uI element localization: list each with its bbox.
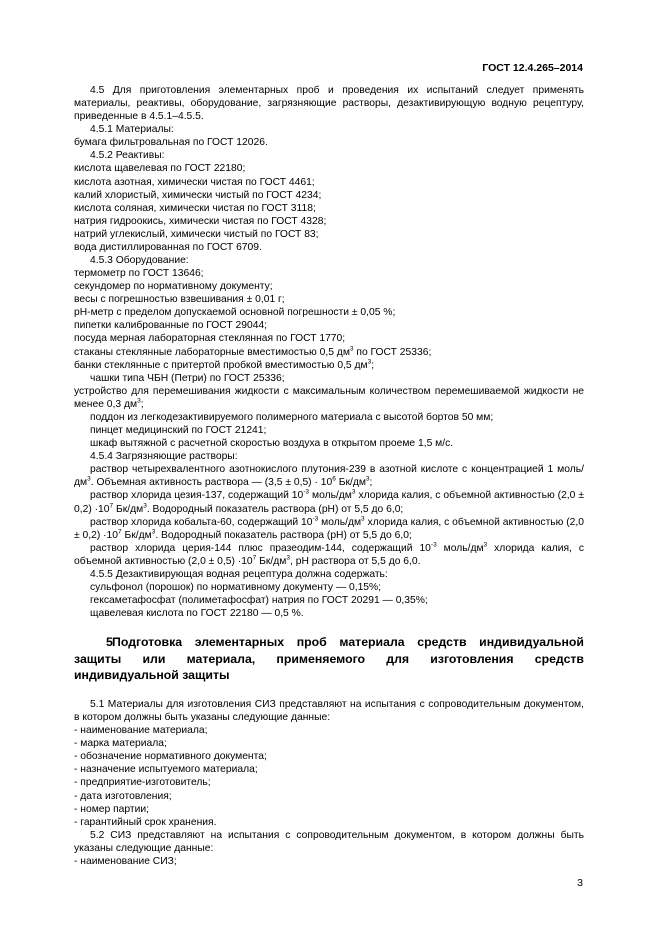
equipment-item-beakers: стаканы стеклянные лабораторные вместимостью 0,5 $дм^3$ по ГОСТ 25336; <box>74 345 432 358</box>
equipment-item: термометр по ГОСТ 13646; <box>74 268 204 280</box>
materials-item: бумага фильтровальная по ГОСТ 12026. <box>74 137 268 149</box>
list-item: - обозначение нормативного документа; <box>74 751 267 763</box>
decon-item: щавелевая кислота по ГОСТ 22180 — 0,5 %. <box>90 608 304 620</box>
decon-item: сульфонол (порошок) по нормативному документу — 0,15%; <box>90 581 382 593</box>
list-item: - номер партии; <box>74 803 149 815</box>
page-body <box>74 84 584 868</box>
reagents-heading: 4.5.2 Реактивы: <box>90 150 165 162</box>
equipment-item: пинцет медицинский по ГОСТ 21241; <box>90 425 267 437</box>
document-header: ГОСТ 12.4.265–2014 <box>482 62 583 74</box>
list-item: - назначение испытуемого материала; <box>74 764 258 776</box>
equipment-item: pH-метр с пределом допускаемой основной погрешности ± 0,05 %; <box>74 307 396 319</box>
reagents-item: кислота азотная, химически чистая по ГОСТ 4461; <box>74 176 315 188</box>
paragraph-5-2: 5.2 СИЗ представляют на испытания с сопроводительным документом, в котором должны быть указаны следующие данные: <box>74 829 584 854</box>
paragraph-4-5: 4.5 Для приготовления элементарных проб и проведения их испытаний следует применять материалы, реактивы, оборудование, загрязняющие растворы, дезактивирующую водную рецептуру, приведенные в 4.5.1–4.5.5. <box>74 85 584 123</box>
solutions-heading: 4.5.4 Загрязняющие растворы: <box>90 451 238 463</box>
equipment-item: секундомер по нормативному документу; <box>74 281 273 293</box>
list-item: - марка материала; <box>74 738 167 750</box>
reagents-item: вода дистиллированная по ГОСТ 6709. <box>74 241 262 253</box>
equipment-item-petri: чашки типа ЧБН (Петри) по ГОСТ 25336; <box>90 372 285 384</box>
solution-cesium: раствор хлорида цезия-137, содержащий $10^{-3}$ моль/$дм^3$ хлорида калия, с объемной активностью $(2,0 \pm 0,2) \cdot 10^7$ $Бк/дм^3$. Водородный показатель раствора (pH) от 5,5 до 6,0; <box>74 489 584 515</box>
reagents-item: калий хлористый, химически чистый по ГОСТ 4234; <box>74 189 322 201</box>
reagents-item: натрий углекислый, химически чистый по ГОСТ 83; <box>74 228 319 240</box>
list-item: - наименование материала; <box>74 725 208 737</box>
materials-heading: 4.5.1 Материалы: <box>90 124 174 136</box>
decon-heading: 4.5.5 Дезактивирующая водная рецептура должна содержать: <box>90 568 388 580</box>
equipment-item: весы с погрешностью взвешивания ± 0,01 г; <box>74 294 285 306</box>
equipment-item-mixer: устройство для перемешивания жидкости с максимальным количеством перемешиваемой жидкости не менее 0,3 $дм^3$; <box>74 385 584 410</box>
equipment-item: посуда мерная лабораторная стеклянная по ГОСТ 1770; <box>74 333 346 345</box>
list-item: - гарантийный срок хранения. <box>74 816 217 828</box>
solution-plutonium: раствор четырехвалентного азотнокислого плутония-239 в азотной кислоте с концентрацией 1 моль/$дм^3$. Объемная активность раствора — $(3,5 \pm 0,5) \cdot 10^6$ $Бк/дм^3$; <box>74 464 584 489</box>
list-item: - дата изготовления; <box>74 790 172 802</box>
equipment-item: шкаф вытяжной с расчетной скоростью воздуха в открытом проеме 1,5 м/с. <box>90 438 454 450</box>
solution-cobalt: раствор хлорида кобальта-60, содержащий $10^{-3}$ моль/$дм^3$ хлорида калия, с объемной активностью $(2,0 \pm 0,2) \cdot 10^7$ $Бк/дм^3$. Водородный показатель раствора (pH) от 5,5 до 6,0; <box>74 515 585 541</box>
equipment-item: поддон из легкодезактивируемого полимерного материала с высотой бортов 50 мм; <box>90 411 494 423</box>
reagents-item: натрия гидроокись, химически чистая по ГОСТ 4328; <box>74 215 327 227</box>
section-5-heading: 5Подготовка элементарных проб материала средств индивидуальной защиты или материала, применяемого для изготовления средств индивидуальной защиты <box>74 635 584 683</box>
list-item: - предприятие-изготовитель; <box>74 777 211 789</box>
equipment-heading: 4.5.3 Оборудование: <box>90 255 189 267</box>
reagents-item: кислота щавелевая по ГОСТ 22180; <box>74 163 246 175</box>
page-number: 3 <box>577 877 583 889</box>
equipment-item: пипетки калиброванные по ГОСТ 29044; <box>74 320 268 332</box>
list-item: - наименование СИЗ; <box>74 855 177 867</box>
paragraph-5-1: 5.1 Материалы для изготовления СИЗ представляют на испытания с сопроводительным документом, в котором должны быть указаны следующие данные: <box>74 698 584 724</box>
equipment-item-jars: банки стеклянные с притертой пробкой вместимостью 0,5 $дм^3$; <box>74 358 375 371</box>
decon-item: гексаметафосфат (полиметафосфат) натрия по ГОСТ 20291 — 0,35%; <box>90 595 428 607</box>
solution-cerium: раствор хлорида церия-144 плюс празеодим-144, содержащий $10^{-3}$ моль/$дм^3$ хлорида калия, с объемной активностью $(2,0 \pm 0,5) \cdot 10^7$ $Бк/дм^3$, pH раствора от 5,5 до 6,0. <box>74 541 584 567</box>
reagents-item: кислота соляная, химически чистая по ГОСТ 3118; <box>74 202 316 214</box>
